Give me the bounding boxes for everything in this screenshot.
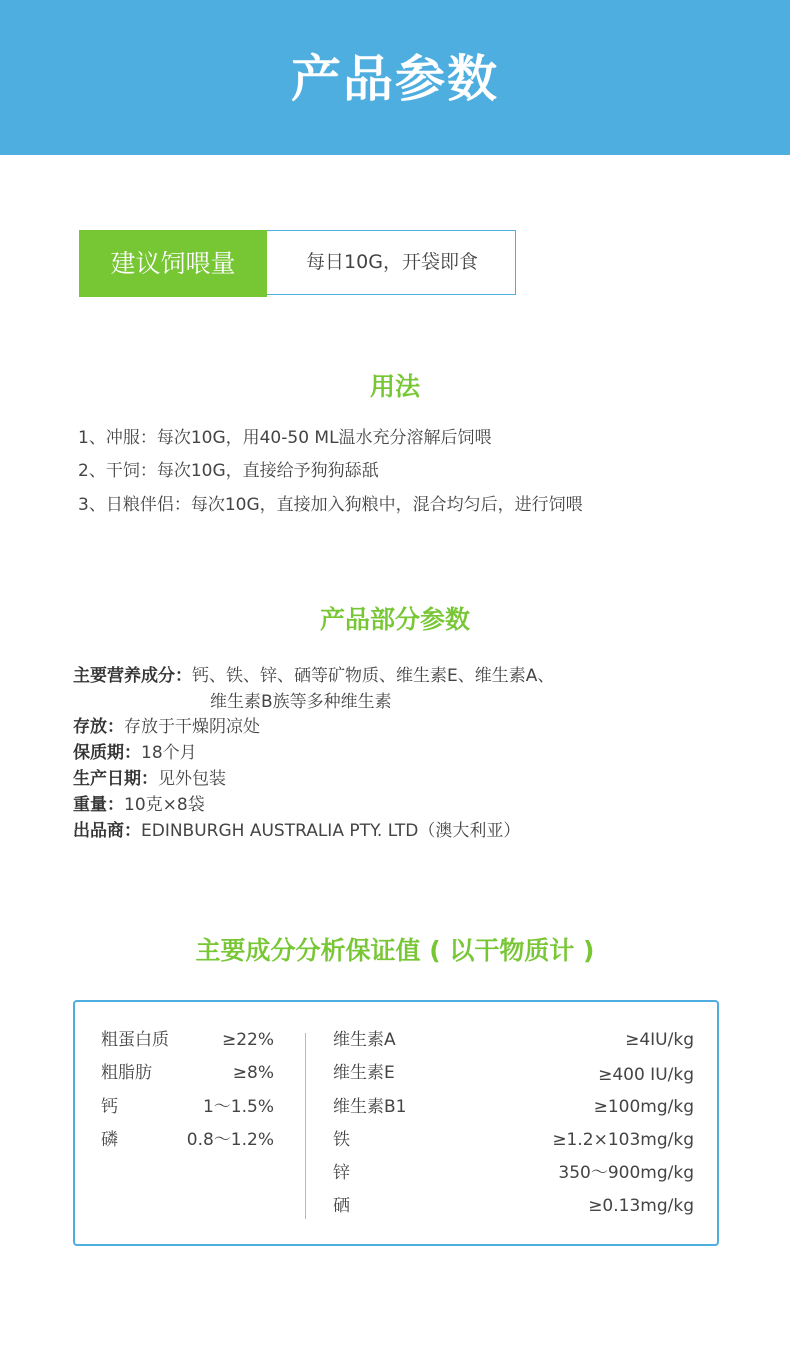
nutrient-name: 硒 [333,1196,350,1216]
nutrient-value: ≥400 IU/kg [598,1065,694,1085]
param-value: 存放于干燥阴凉处 [124,717,260,737]
params-title: 产品部分参数 [319,605,470,634]
header-banner [0,0,790,155]
feeding-value: 每日10G，开袋即食 [306,251,478,273]
nutrient-value: ≥1.2×103mg/kg [552,1130,694,1150]
usage-item: 3、日粮伴侣：每次10G，直接加入狗粮中，混合均匀后，进行饲喂 [78,495,583,515]
feeding-box [79,230,516,295]
param-row-weight [73,792,205,818]
nutrient-name: 维生素A [333,1030,396,1050]
param-value: 10克×8袋 [124,795,205,815]
nutrient-value: ≥100mg/kg [593,1097,694,1117]
usage-item: 2、干饲：每次10G，直接给予狗狗舔舐 [78,461,379,481]
param-key: 存放： [73,717,124,737]
nutrient-name: 锌 [333,1163,350,1183]
param-row-storage [73,714,260,740]
param-row-shelf-life [73,740,197,766]
nutrient-value: 350～900mg/kg [558,1163,694,1183]
nutrient-value: ≥22% [221,1030,274,1050]
param-row-producer [73,818,520,844]
nutrient-name: 维生素E [333,1063,395,1083]
param-key: 保质期： [73,743,141,763]
nutrient-name: 磷 [101,1130,118,1150]
nutrient-name: 维生素B1 [333,1097,407,1117]
nutrient-value: ≥4IU/kg [625,1030,694,1050]
param-value: 18个月 [141,743,197,763]
feeding-label: 建议饲喂量 [79,230,267,297]
usage-title: 用法 [369,372,420,401]
param-key: 重量： [73,795,124,815]
nutrient-value: ≥8% [232,1063,274,1083]
param-row-nutrients [73,663,554,689]
param-value: 见外包装 [158,769,226,789]
nutrient-name: 粗脂肪 [101,1063,152,1083]
column-divider [305,1033,306,1219]
usage-item: 1、冲服：每次10G，用40-50 ML温水充分溶解后饲喂 [78,428,492,448]
nutrient-name: 铁 [333,1130,350,1150]
param-key: 主要营养成分： [73,666,192,686]
param-key: 出品商： [73,821,141,841]
nutrient-value: 0.8～1.2% [186,1130,274,1150]
param-value: 钙、铁、锌、硒等矿物质、维生素E、维生素A、 [192,666,555,686]
nutrient-value: 1～1.5% [202,1097,274,1117]
param-key: 生产日期： [73,769,158,789]
param-value: EDINBURGH AUSTRALIA PTY. LTD（澳大利亚） [141,821,521,841]
param-value-continued: 维生素B族等多种维生素 [210,692,392,712]
nutrient-name: 粗蛋白质 [101,1030,169,1050]
param-row-production-date [73,766,226,792]
nutrient-name: 钙 [101,1097,118,1117]
page-title: 产品参数 [291,50,499,108]
nutrient-value: ≥0.13mg/kg [588,1196,694,1216]
analysis-title: 主要成分分析保证值 ( 以干物质计 ) [195,936,595,965]
